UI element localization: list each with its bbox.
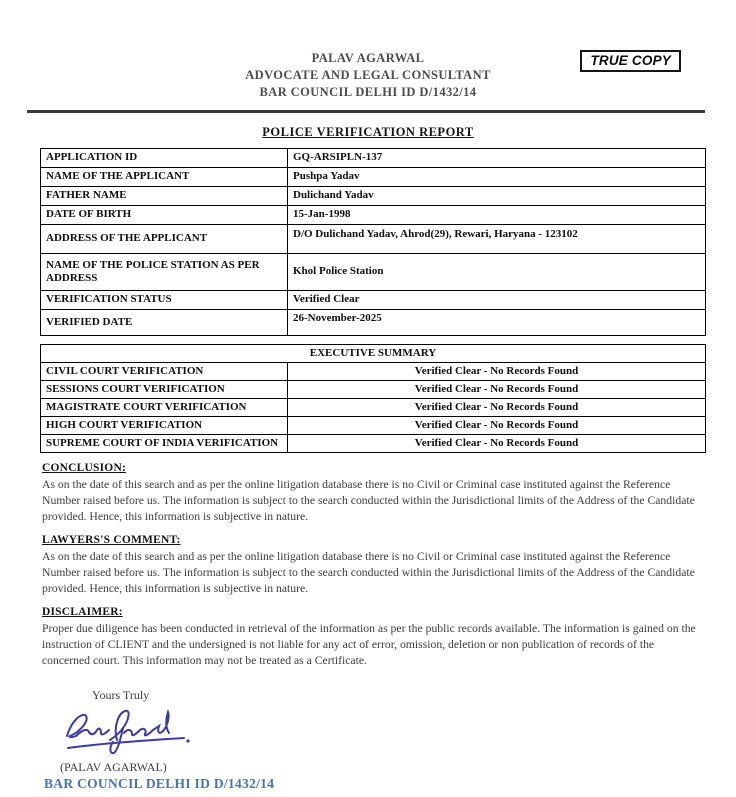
row-label: VERIFIED DATE bbox=[41, 310, 288, 336]
table-row bbox=[41, 149, 706, 168]
signature-icon bbox=[60, 707, 210, 759]
lawyers-comment-text: As on the date of this search and as per the online litigation database there is no Civil or Criminal case instituted against the Reference Number raised before us. The information is subject to the search conducted within the Jurisdictional limits of the Address of the Candidate provided. Hence, this information is subjective in nature. bbox=[42, 550, 695, 595]
advocate-designation: ADVOCATE AND LEGAL CONSULTANT bbox=[245, 68, 491, 82]
table-row bbox=[41, 291, 706, 310]
row-label: CIVIL COURT VERIFICATION bbox=[41, 363, 288, 381]
row-value: Verified Clear bbox=[288, 291, 706, 310]
table-row bbox=[41, 417, 706, 435]
executive-summary-title: EXECUTIVE SUMMARY bbox=[41, 345, 706, 363]
letterhead-bar-id: BAR COUNCIL DELHI ID D/1432/14 bbox=[259, 85, 477, 99]
row-value: GQ-ARSIPLN-137 bbox=[288, 149, 706, 168]
table-row bbox=[41, 399, 706, 417]
header-divider bbox=[27, 110, 705, 113]
table-row bbox=[41, 381, 706, 399]
row-label: SUPREME COURT OF INDIA VERIFICATION bbox=[41, 435, 288, 453]
handwritten-signature bbox=[60, 707, 210, 759]
row-label: NAME OF THE APPLICANT bbox=[41, 168, 288, 187]
table-row bbox=[41, 187, 706, 206]
lawyers-comment-heading: LAWYERS'S COMMENT: bbox=[42, 534, 181, 546]
row-label: FATHER NAME bbox=[41, 187, 288, 206]
row-value: Pushpa Yadav bbox=[288, 168, 706, 187]
table-row bbox=[41, 206, 706, 225]
conclusion-section bbox=[42, 462, 702, 525]
salutation: Yours Truly bbox=[92, 688, 150, 702]
table-row bbox=[41, 435, 706, 453]
disclaimer-text: Proper due diligence has been conducted in retrieval of the information as per the public records available. The information is gained on the instruction of CLIENT and the undersigned is not liable for any act of error, omission, deletion or non publication of records of the concerned court. This information may not be treated as a Certificate. bbox=[42, 622, 696, 667]
conclusion-text: As on the date of this search and as per the online litigation database there is no Civil or Criminal case instituted against the Reference Number raised before us. The information is subject to the search conducted within the Jurisdictional limits of the Address of the Candidate provided. Hence, this information is subjective in nature. bbox=[42, 478, 695, 523]
row-value: Verified Clear - No Records Found bbox=[288, 363, 706, 381]
row-label: NAME OF THE POLICE STATION AS PER ADDRESS bbox=[41, 254, 288, 291]
row-label: HIGH COURT VERIFICATION bbox=[41, 417, 288, 435]
row-label: VERIFICATION STATUS bbox=[41, 291, 288, 310]
row-label: DATE OF BIRTH bbox=[41, 206, 288, 225]
report-title: POLICE VERIFICATION REPORT bbox=[262, 125, 474, 139]
true-copy-label: TRUE COPY bbox=[590, 53, 671, 68]
row-value: Khol Police Station bbox=[288, 254, 706, 291]
table-row bbox=[41, 168, 706, 187]
row-value: Verified Clear - No Records Found bbox=[288, 435, 706, 453]
row-value: 26-November-2025 bbox=[288, 310, 706, 336]
table-header-row bbox=[41, 345, 706, 363]
table-row bbox=[41, 310, 706, 336]
row-label: MAGISTRATE COURT VERIFICATION bbox=[41, 399, 288, 417]
signatory-name: (PALAV AGARWAL) bbox=[60, 760, 167, 774]
row-value: Verified Clear - No Records Found bbox=[288, 381, 706, 399]
row-label: APPLICATION ID bbox=[41, 149, 288, 168]
row-value: D/O Dulichand Yadav, Ahrod(29), Rewari, Haryana - 123102 bbox=[288, 225, 706, 254]
signatory-bar-id: BAR COUNCIL DELHI ID D/1432/14 bbox=[44, 776, 275, 791]
disclaimer-heading: DISCLAIMER: bbox=[42, 606, 123, 618]
row-label: SESSIONS COURT VERIFICATION bbox=[41, 381, 288, 399]
advocate-name: PALAV AGARWAL bbox=[311, 51, 425, 65]
table-row bbox=[41, 225, 706, 254]
true-copy-stamp bbox=[580, 50, 681, 72]
table-row bbox=[41, 254, 706, 291]
lawyers-comment-section bbox=[42, 534, 702, 597]
applicant-table bbox=[40, 148, 706, 336]
conclusion-heading: CONCLUSION: bbox=[42, 462, 126, 474]
disclaimer-section bbox=[42, 606, 702, 669]
row-label: ADDRESS OF THE APPLICANT bbox=[41, 225, 288, 254]
executive-summary-table bbox=[40, 344, 706, 453]
row-value: Verified Clear - No Records Found bbox=[288, 399, 706, 417]
row-value: 15-Jan-1998 bbox=[288, 206, 706, 225]
row-value: Dulichand Yadav bbox=[288, 187, 706, 206]
row-value: Verified Clear - No Records Found bbox=[288, 417, 706, 435]
table-row bbox=[41, 363, 706, 381]
